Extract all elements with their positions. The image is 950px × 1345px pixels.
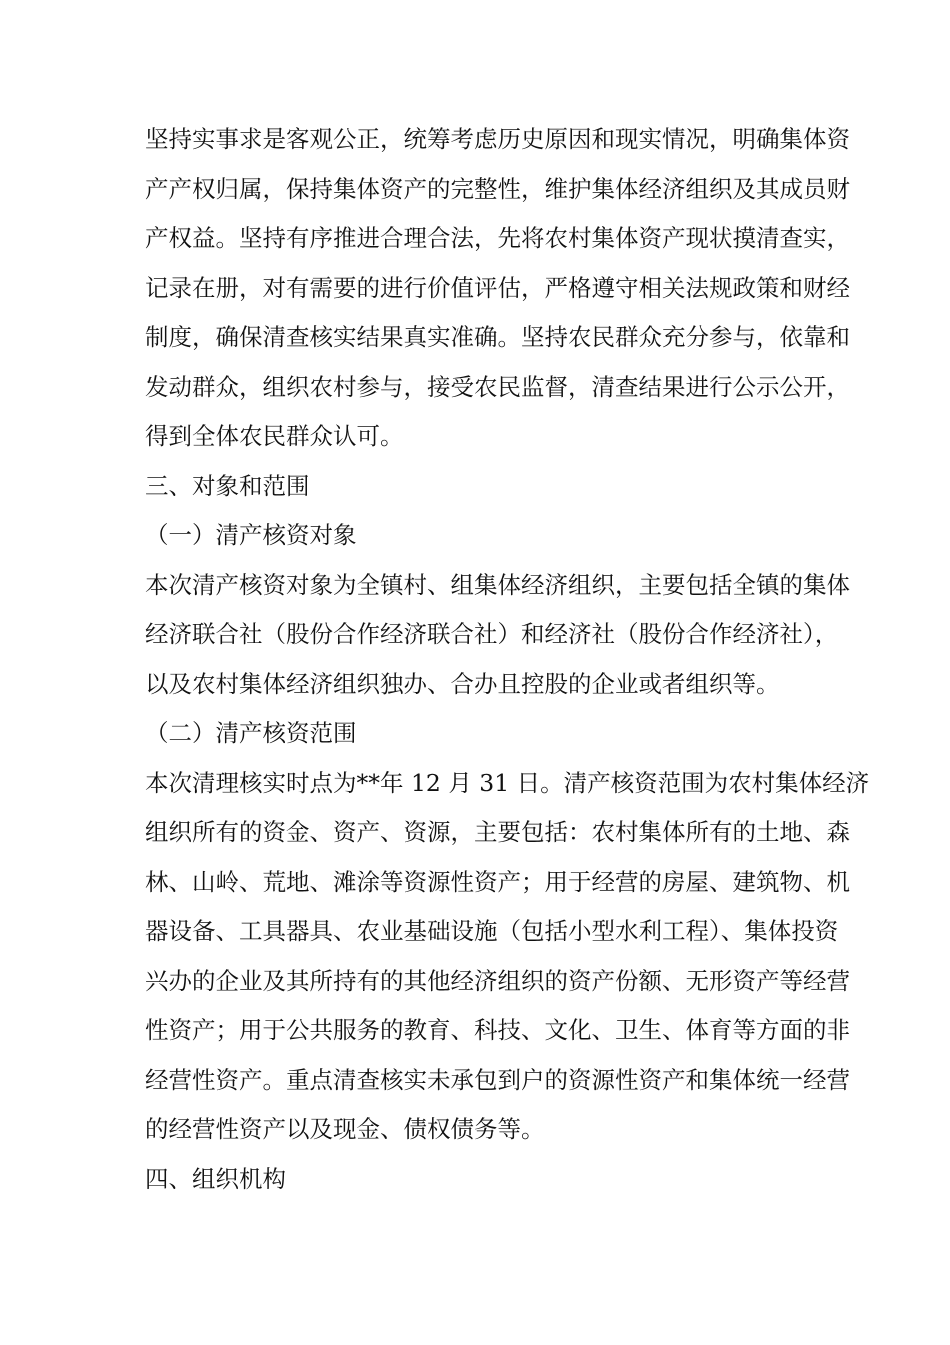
- section-heading-scope: 三、对象和范围: [145, 471, 310, 500]
- paragraph-principles: [145, 115, 850, 462]
- text-line: 兴办的企业及其所持有的其他经济组织的资产份额、无形资产等经营: [145, 966, 850, 995]
- text-line: 得到全体农民群众认可。: [145, 422, 404, 450]
- paragraph-range: [145, 759, 870, 1155]
- text-line: 坚持实事求是客观公正，统筹考虑历史原因和现实情况，明确集体资: [145, 125, 850, 153]
- text-line: 发动群众，组织农村参与，接受农民监督，清查结果进行公示公开，: [145, 372, 850, 401]
- text-line: 以及农村集体经济组织独办、合办且控股的企业或者组织等。: [145, 669, 780, 698]
- text-line: 记录在册，对有需要的进行价值评估，严格遵守相关法规政策和财经: [145, 273, 850, 302]
- text-line: 经济联合社（股份合作经济联合社）和经济社（股份合作经济社），: [145, 620, 839, 648]
- document-body: [145, 115, 870, 1204]
- paragraph-objects: [145, 561, 850, 710]
- subsection-heading-objects: （一）清产核资对象: [145, 521, 357, 549]
- text-line: 器设备、工具器具、农业基础设施（包括小型水利工程）、集体投资: [145, 917, 839, 945]
- text-line: 林、山岭、荒地、滩涂等资源性资产；用于经营的房屋、建筑物、机: [145, 867, 850, 896]
- text-line: 本次清产核资对象为全镇村、组集体经济组织，主要包括全镇的集体: [145, 570, 850, 599]
- text-line: 性资产；用于公共服务的教育、科技、文化、卫生、体育等方面的非: [145, 1016, 850, 1044]
- section-heading-organization: 四、组织机构: [145, 1164, 286, 1193]
- text-line: 组织所有的资金、资产、资源，主要包括：农村集体所有的土地、森: [145, 818, 850, 846]
- subsection-heading-range: （二）清产核资范围: [145, 719, 357, 747]
- text-line: 产产权归属，保持集体资产的完整性，维护集体经济组织及其成员财: [145, 174, 850, 203]
- text-line: 制度，确保清查核实结果真实准确。坚持农民群众充分参与，依靠和: [145, 323, 850, 351]
- text-line: 产权益。坚持有序推进合理合法，先将农村集体资产现状摸清查实，: [145, 224, 850, 252]
- text-line: 本次清理核实时点为**年 12 月 31 日。清产核资范围为农村集体经济: [145, 768, 870, 797]
- text-line: 的经营性资产以及现金、债权债务等。: [145, 1115, 545, 1143]
- text-line: 经营性资产。重点清查核实未承包到户的资源性资产和集体统一经营: [145, 1065, 850, 1094]
